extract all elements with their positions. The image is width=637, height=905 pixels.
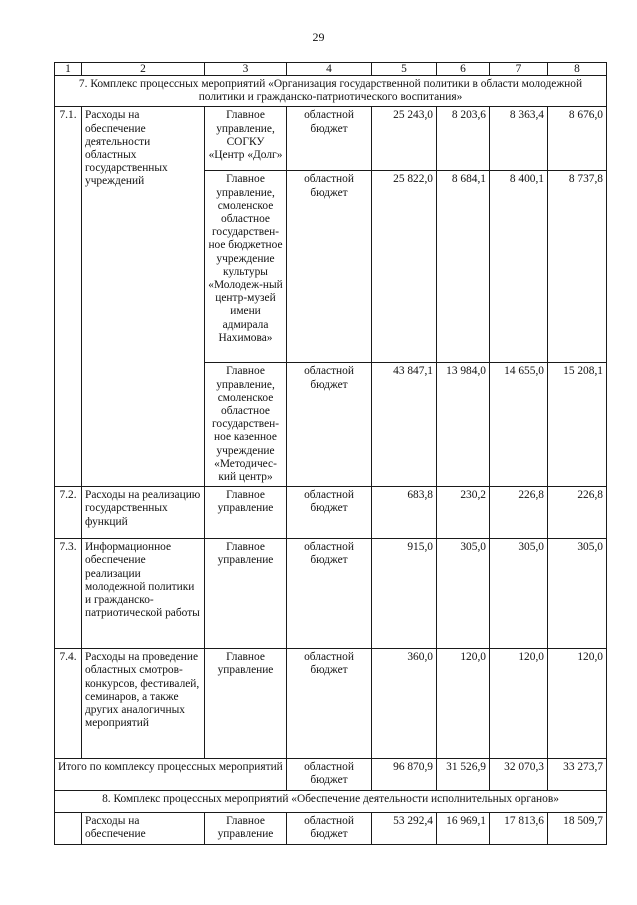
row-name: Расходы на реализацию государственных функций <box>82 487 205 539</box>
row-value-col8: 8 676,0 <box>548 107 607 171</box>
row-value-col6: 230,2 <box>437 487 490 539</box>
row-name: Расходы на проведение областных смотров-конкурсов, фестивалей, семинаров, а также других аналогичных мероприятий <box>82 649 205 759</box>
table-row <box>55 649 607 759</box>
row-value-col8: 8 737,8 <box>548 171 607 363</box>
row-value-col5: 43 847,1 <box>372 363 437 487</box>
row-organization: Главное управление, смоленское областное государствен-ное казенное учреждение «Методичес-кий центр» <box>205 363 287 487</box>
total-value-col8: 33 273,7 <box>548 759 607 791</box>
row-value-col6: 16 969,1 <box>437 813 490 845</box>
row-value-col5: 915,0 <box>372 539 437 649</box>
total-label: Итого по комплексу процессных мероприятий <box>55 759 287 791</box>
row-value-col7: 8 363,4 <box>490 107 548 171</box>
row-value-col8: 305,0 <box>548 539 607 649</box>
row-value-col7: 8 400,1 <box>490 171 548 363</box>
row-value-col6: 120,0 <box>437 649 490 759</box>
column-header: 8 <box>548 63 607 76</box>
row-value-col7: 14 655,0 <box>490 363 548 487</box>
section-7-title-row <box>55 76 607 107</box>
row-value-col5: 53 292,4 <box>372 813 437 845</box>
row-funding-source: областной бюджет <box>287 107 372 171</box>
table-row <box>55 539 607 649</box>
column-header-row <box>55 63 607 76</box>
row-funding-source: областной бюджет <box>287 487 372 539</box>
row-value-col7: 17 813,6 <box>490 813 548 845</box>
column-header: 7 <box>490 63 548 76</box>
table-row <box>55 487 607 539</box>
row-organization: Главное управление <box>205 649 287 759</box>
row-number: 7.3. <box>55 539 82 649</box>
row-value-col6: 305,0 <box>437 539 490 649</box>
row-value-col8: 15 208,1 <box>548 363 607 487</box>
total-row <box>55 759 607 791</box>
total-value-col6: 31 526,9 <box>437 759 490 791</box>
section-8-title: 8. Комплекс процессных мероприятий «Обеспечение деятельности исполнительных органов» <box>55 791 607 813</box>
row-value-col6: 13 984,0 <box>437 363 490 487</box>
section-7-title: 7. Комплекс процессных мероприятий «Организация государственной политики в области молодежной политики и гражданско-патриотического воспитания» <box>55 76 607 107</box>
row-funding-source: областной бюджет <box>287 649 372 759</box>
row-value-col5: 683,8 <box>372 487 437 539</box>
column-header: 3 <box>205 63 287 76</box>
column-header: 6 <box>437 63 490 76</box>
row-name: Расходы на обеспечение <box>82 813 205 845</box>
row-name: Информационное обеспечение реализации молодежной политики и гражданско-патриотической работы <box>82 539 205 649</box>
row-value-col6: 8 684,1 <box>437 171 490 363</box>
row-organization: Главное управление, СОГКУ «Центр «Долг» <box>205 107 287 171</box>
row-number: 7.2. <box>55 487 82 539</box>
column-header: 4 <box>287 63 372 76</box>
column-header: 5 <box>372 63 437 76</box>
row-organization: Главное управление <box>205 813 287 845</box>
total-value-col7: 32 070,3 <box>490 759 548 791</box>
table-row <box>55 813 607 845</box>
row-value-col7: 305,0 <box>490 539 548 649</box>
row-funding-source: областной бюджет <box>287 539 372 649</box>
row-number: 7.4. <box>55 649 82 759</box>
row-value-col7: 226,8 <box>490 487 548 539</box>
row-value-col5: 25 243,0 <box>372 107 437 171</box>
row-value-col5: 25 822,0 <box>372 171 437 363</box>
total-funding-source: областной бюджет <box>287 759 372 791</box>
row-number: 7.1. <box>55 107 82 487</box>
row-value-col7: 120,0 <box>490 649 548 759</box>
row-number <box>55 813 82 845</box>
row-value-col6: 8 203,6 <box>437 107 490 171</box>
row-value-col8: 120,0 <box>548 649 607 759</box>
budget-table <box>54 62 607 845</box>
column-header: 1 <box>55 63 82 76</box>
row-name: Расходы на обеспечение деятельности областных государственных учреждений <box>82 107 205 487</box>
row-funding-source: областной бюджет <box>287 363 372 487</box>
row-value-col8: 226,8 <box>548 487 607 539</box>
row-organization: Главное управление <box>205 539 287 649</box>
row-funding-source: областной бюджет <box>287 813 372 845</box>
column-header: 2 <box>82 63 205 76</box>
total-value-col5: 96 870,9 <box>372 759 437 791</box>
row-value-col8: 18 509,7 <box>548 813 607 845</box>
section-8-title-row <box>55 791 607 813</box>
row-organization: Главное управление <box>205 487 287 539</box>
row-organization: Главное управление, смоленское областное государствен-ное бюджетное учреждение культуры «Молодеж-ный центр-музей имени адмирала Нахимова» <box>205 171 287 363</box>
row-funding-source: областной бюджет <box>287 171 372 363</box>
page-number: 29 <box>312 30 325 44</box>
row-value-col5: 360,0 <box>372 649 437 759</box>
table-row <box>55 107 607 171</box>
